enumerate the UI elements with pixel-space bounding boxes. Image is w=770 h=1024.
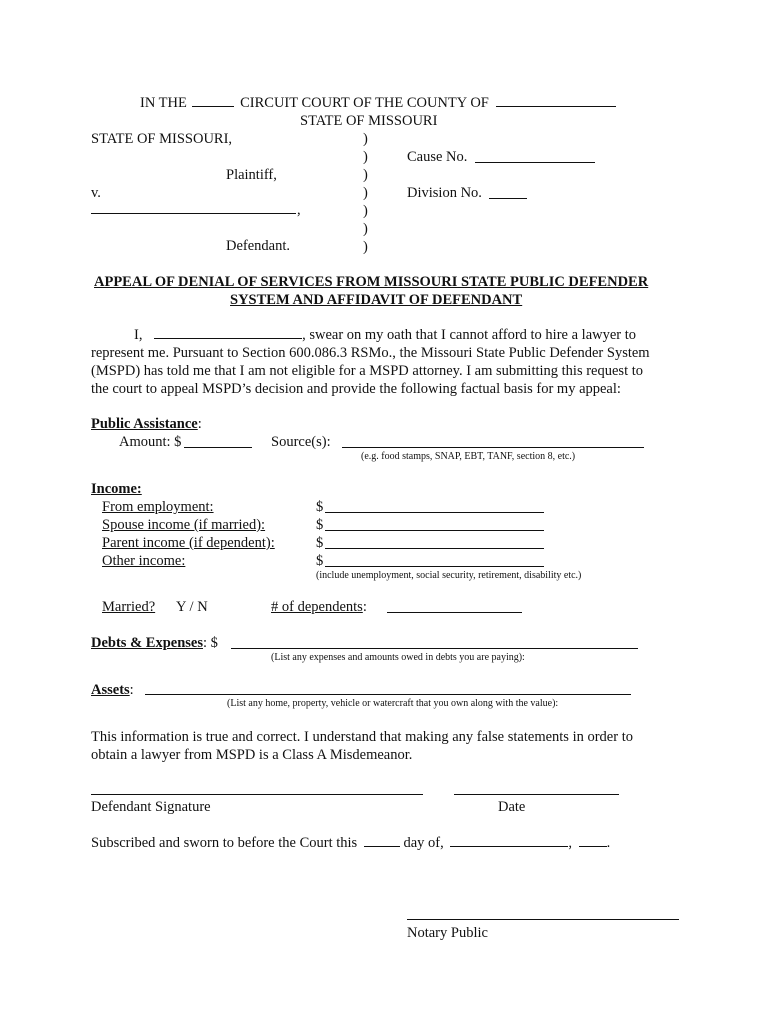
income-parent-field[interactable] xyxy=(325,548,544,549)
defendant-signature-label: Defendant Signature xyxy=(91,799,211,815)
defendant-comma: , xyxy=(297,202,301,218)
sworn-statement xyxy=(91,836,610,851)
caption-paren: ) xyxy=(363,203,368,219)
division-number-field[interactable] xyxy=(489,198,527,199)
income-other-field[interactable] xyxy=(325,566,544,567)
document-title-line1: APPEAL OF DENIAL OF SERVICES FROM MISSOURI STATE PUBLIC DEFENDER xyxy=(94,274,649,290)
sworn-comma: , xyxy=(568,835,572,851)
caption-paren: ) xyxy=(363,149,368,165)
income-dollar: $ xyxy=(316,553,324,569)
assets-colon: : xyxy=(129,682,134,698)
statement-line2: obtain a lawyer from MSPD is a Class A Misdemeanor. xyxy=(91,747,413,763)
assets-heading: Assets xyxy=(91,682,130,698)
married-options[interactable]: Y / N xyxy=(176,599,208,615)
assistance-amount-label: Amount: $ xyxy=(119,434,182,450)
income-dollar: $ xyxy=(316,499,324,515)
public-assistance-title: Public Assistance xyxy=(91,416,198,432)
caption-paren: ) xyxy=(363,185,368,201)
defendant-signature-field[interactable] xyxy=(91,794,423,795)
assistance-source-hint: (e.g. food stamps, SNAP, EBT, TANF, section 8, etc.) xyxy=(361,451,576,462)
court-header-line2: STATE OF MISSOURI xyxy=(300,113,438,129)
income-spouse-field[interactable] xyxy=(325,530,544,531)
intro-line4: the court to appeal MSPD’s decision and provide the following factual basis for my appeal: xyxy=(91,381,621,397)
income-dollar: $ xyxy=(316,517,324,533)
signature-date-field[interactable] xyxy=(454,794,619,795)
sworn-comma: , xyxy=(440,835,444,851)
income-heading: Income: xyxy=(91,481,142,497)
assets-hint: (List any home, property, vehicle or watercraft that you own along with the value): xyxy=(227,698,559,709)
income-employment-field[interactable] xyxy=(325,512,544,513)
court-header-mid: CIRCUIT COURT OF THE COUNTY OF xyxy=(240,95,489,111)
income-dollar: $ xyxy=(316,535,324,551)
caption-paren: ) xyxy=(363,221,368,237)
plaintiff-label: Plaintiff, xyxy=(226,167,277,183)
document-title-line2: SYSTEM AND AFFIDAVIT OF DEFENDANT xyxy=(230,292,523,308)
statement-line1: This information is true and correct. I understand that making any false statements in order to xyxy=(91,729,633,745)
dependents-label: # of dependents xyxy=(271,599,363,615)
dependents-label-wrap xyxy=(271,600,367,615)
intro-line1 xyxy=(134,328,636,343)
income-employment-label: From employment: xyxy=(102,499,214,515)
public-assistance-heading xyxy=(91,417,202,432)
income-hint: (include unemployment, social security, retirement, disability etc.) xyxy=(316,570,582,581)
court-header-prefix: IN THE xyxy=(140,95,187,111)
assets-heading-wrap xyxy=(91,683,134,698)
public-assistance-colon: : xyxy=(197,416,202,432)
versus: v. xyxy=(91,185,101,201)
division-label: Division No. xyxy=(407,185,482,201)
debts-hint: (List any expenses and amounts owed in debts you are paying): xyxy=(271,652,525,663)
defendant-label: Defendant. xyxy=(226,238,291,254)
caption-paren: ) xyxy=(363,131,368,147)
caption-paren: ) xyxy=(363,167,368,183)
sworn-month-field[interactable] xyxy=(450,846,568,847)
affiant-name-field[interactable] xyxy=(154,338,302,339)
plaintiff-name: STATE OF MISSOURI, xyxy=(91,131,233,147)
signature-date-label: Date xyxy=(498,799,526,815)
dependents-field[interactable] xyxy=(387,612,522,613)
cause-number-field[interactable] xyxy=(475,162,595,163)
sworn-day-of: day of xyxy=(403,835,441,851)
dependents-colon: : xyxy=(362,599,367,615)
intro-line2: represent me. Pursuant to Section 600.086.3 RSMo., the Missouri State Public Defender System xyxy=(91,345,650,361)
sworn-year-field[interactable] xyxy=(579,846,607,847)
notary-label: Notary Public xyxy=(407,925,488,941)
assets-field[interactable] xyxy=(145,694,631,695)
assistance-source-label: Source(s): xyxy=(271,434,331,450)
debts-suffix: : $ xyxy=(202,635,218,651)
sworn-prefix: Subscribed and sworn to before the Court this xyxy=(91,835,358,851)
debts-heading-wrap xyxy=(91,636,218,651)
caption-paren: ) xyxy=(363,239,368,255)
income-spouse-label: Spouse income (if married): xyxy=(102,517,266,533)
circuit-blank[interactable] xyxy=(192,106,234,107)
county-blank[interactable] xyxy=(496,106,616,107)
cause-label: Cause No. xyxy=(407,149,468,165)
defendant-name-line[interactable] xyxy=(91,213,296,214)
sworn-end: . xyxy=(606,835,611,851)
debts-heading: Debts & Expenses xyxy=(91,635,203,651)
intro-start: I, xyxy=(134,327,143,343)
debts-field[interactable] xyxy=(231,648,638,649)
assistance-source-field[interactable] xyxy=(342,447,644,448)
notary-signature-field[interactable] xyxy=(407,919,679,920)
income-other-label: Other income: xyxy=(102,553,186,569)
income-parent-label: Parent income (if dependent): xyxy=(102,535,275,551)
married-label: Married? xyxy=(102,599,156,615)
sworn-day-field[interactable] xyxy=(364,846,400,847)
intro-line1-rest: , swear on my oath that I cannot afford to hire a lawyer to xyxy=(302,327,637,343)
court-header-line1 xyxy=(140,96,616,111)
intro-line3: (MSPD) has told me that I am not eligible for a MSPD attorney. I am submitting this request to xyxy=(91,363,644,379)
assistance-amount-field[interactable] xyxy=(184,447,252,448)
